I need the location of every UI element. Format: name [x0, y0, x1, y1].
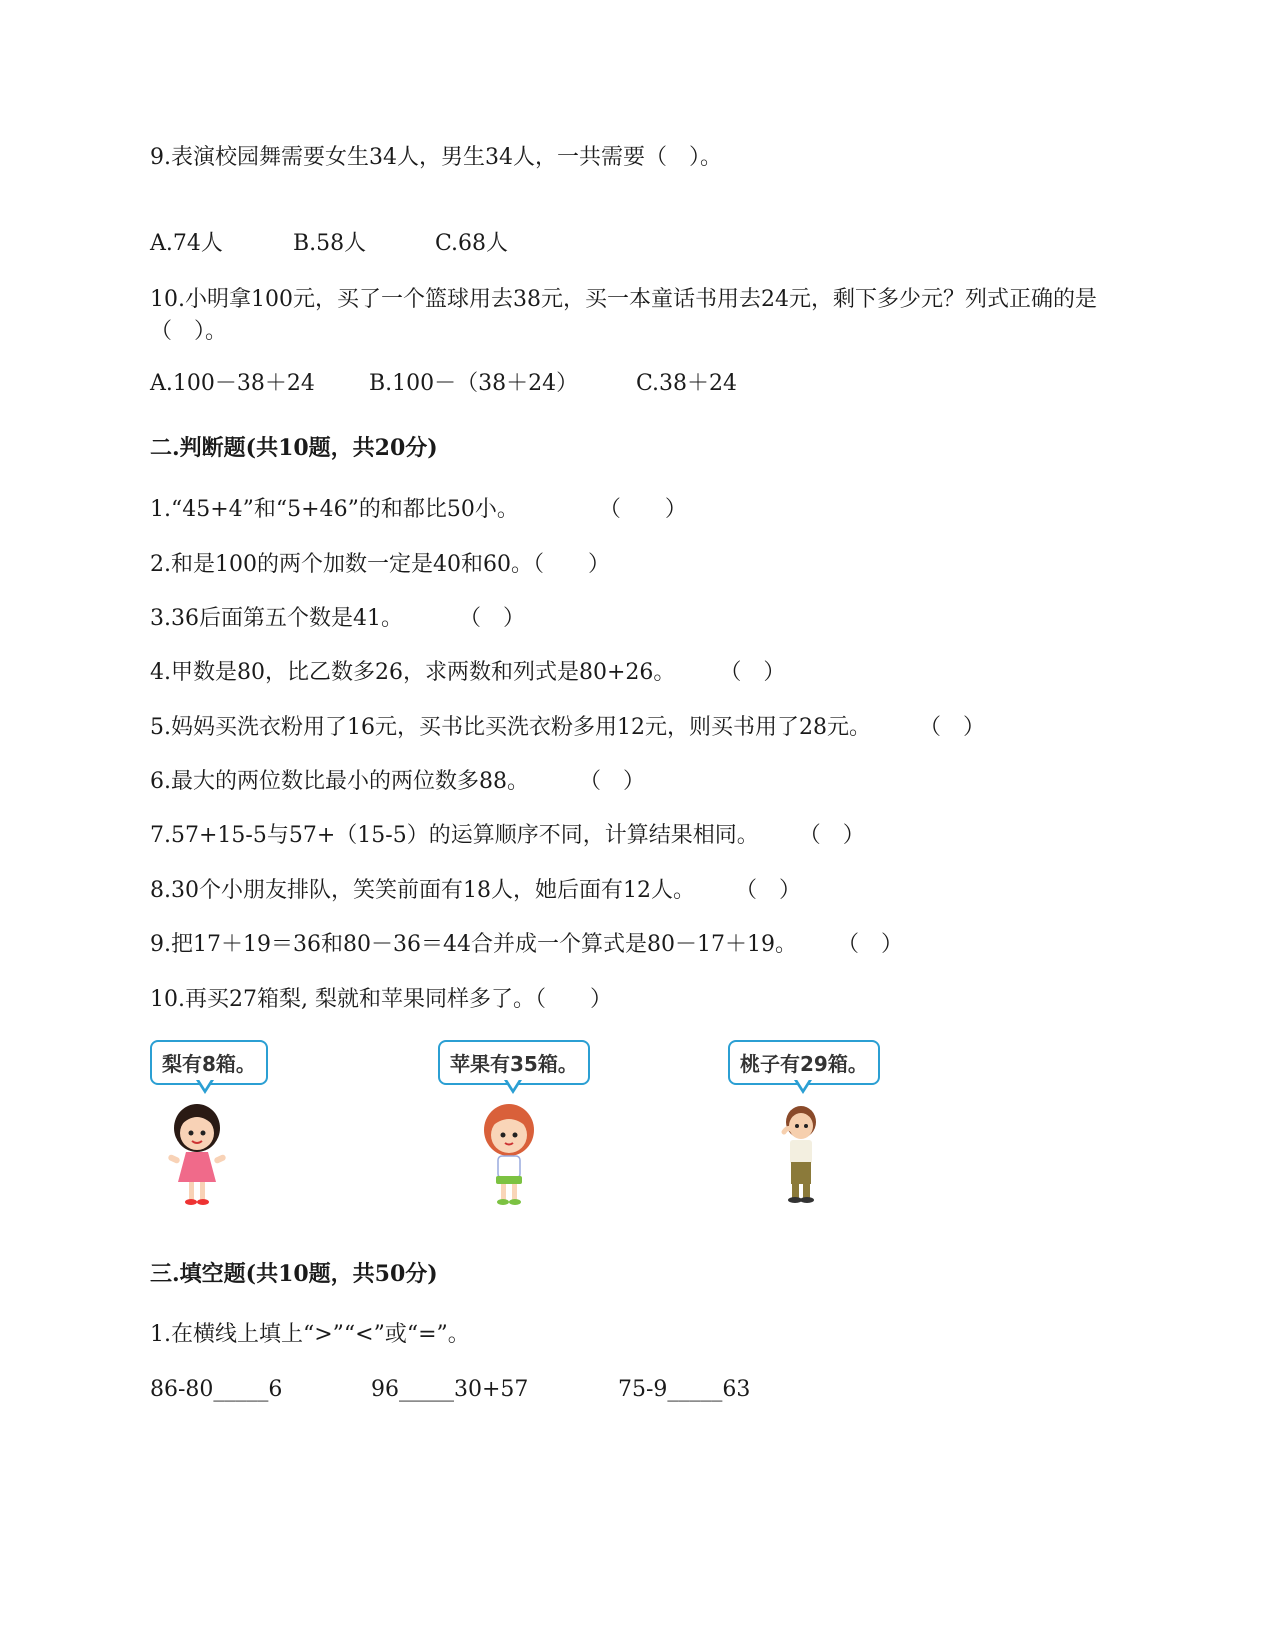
judgment-item [150, 494, 687, 526]
judgment-item [150, 875, 801, 907]
answer-bracket: （ ） [598, 497, 687, 522]
option-b: B.58人 [293, 231, 367, 256]
answer-bracket: （ ） [798, 823, 865, 848]
judgment-text: 7.57+15-5与57+（15-5）的运算顺序不同，计算结果相同。 [150, 823, 759, 848]
option-c: C.68人 [435, 231, 509, 256]
fill-blank: 96_____30+57 [371, 1377, 529, 1402]
answer-bracket: （ ） [579, 769, 646, 794]
judgment-text: 2.和是100的两个加数一定是40和60。 [150, 552, 533, 577]
answer-bracket: （ ） [719, 660, 786, 685]
answer-bracket: （ ） [918, 715, 985, 740]
fill-blank: 86-80_____6 [150, 1377, 283, 1402]
bubble-tail [504, 1080, 522, 1094]
judgment-text: 9.把17＋19＝36和80－36＝44合并成一个算式是80－17＋19。 [150, 932, 797, 957]
answer-bracket: （ ） [458, 606, 525, 631]
judgment-item [150, 766, 645, 798]
speech-bubble: 梨有8箱。 [150, 1040, 268, 1085]
speech-bubble: 桃子有29箱。 [728, 1040, 880, 1085]
speech-bubble: 苹果有35箱。 [438, 1040, 590, 1085]
judgment-text: 5.妈妈买洗衣粉用了16元，买书比买洗衣粉多用12元，则买书用了28元。 [150, 715, 871, 740]
question-9-text: 9.表演校园舞需要女生34人，男生34人，一共需要（ ）。 [150, 145, 722, 170]
question-10-options [150, 368, 737, 400]
judgment-item [150, 984, 612, 1016]
figure-girl [150, 1040, 310, 1210]
judgment-item [150, 549, 610, 581]
judgment-item [150, 929, 903, 961]
option-c: C.38＋24 [636, 371, 738, 396]
bubble-tail [196, 1080, 214, 1094]
answer-bracket: （ ） [534, 987, 612, 1012]
judgment-item [150, 657, 785, 689]
figure-boy [728, 1040, 908, 1210]
answer-bracket: （ ） [836, 932, 903, 957]
option-a: A.74人 [150, 231, 223, 256]
judgment-text: 3.36后面第五个数是41。 [150, 606, 403, 631]
judgment-item [150, 603, 525, 635]
figure-redhead-girl [438, 1040, 618, 1210]
boy-icon [766, 1100, 836, 1210]
answer-bracket: （ ） [734, 878, 801, 903]
judgment-text: 4.甲数是80，比乙数多26，求两数和列式是80+26。 [150, 660, 676, 685]
bubble-tail [794, 1080, 812, 1094]
question-10-text: 10.小明拿100元，买了一个篮球用去38元，买一本童话书用去24元，剩下多少元？列式正确的是（ ）。 [150, 287, 1097, 344]
girl-icon [162, 1100, 232, 1210]
section-3-title: 三.填空题(共10题，共50分) [150, 1261, 438, 1287]
judgment-text: 6.最大的两位数比最小的两位数多88。 [150, 769, 529, 794]
option-b: B.100－（38＋24） [369, 371, 579, 396]
judgment-item [150, 820, 865, 852]
girl-icon [474, 1100, 544, 1210]
option-a: A.100－38＋24 [150, 371, 315, 396]
section-2-title: 二.判断题(共10题，共20分) [150, 435, 438, 461]
question-9-options [150, 228, 508, 260]
judgment-text: 8.30个小朋友排队，笑笑前面有18人，她后面有12人。 [150, 878, 695, 903]
judgment-item [150, 712, 985, 744]
judgment-text: 10.再买27箱梨, 梨就和苹果同样多了。 [150, 987, 535, 1012]
answer-bracket: （ ） [532, 552, 610, 577]
fill-blank: 75-9_____63 [618, 1377, 751, 1402]
fill-question-1-text: 1.在横线上填上“>”“<”或“=”。 [150, 1322, 470, 1347]
fill-question-1-blanks [150, 1374, 750, 1406]
judgment-text: 1.“45+4”和“5+46”的和都比50小。 [150, 497, 519, 522]
